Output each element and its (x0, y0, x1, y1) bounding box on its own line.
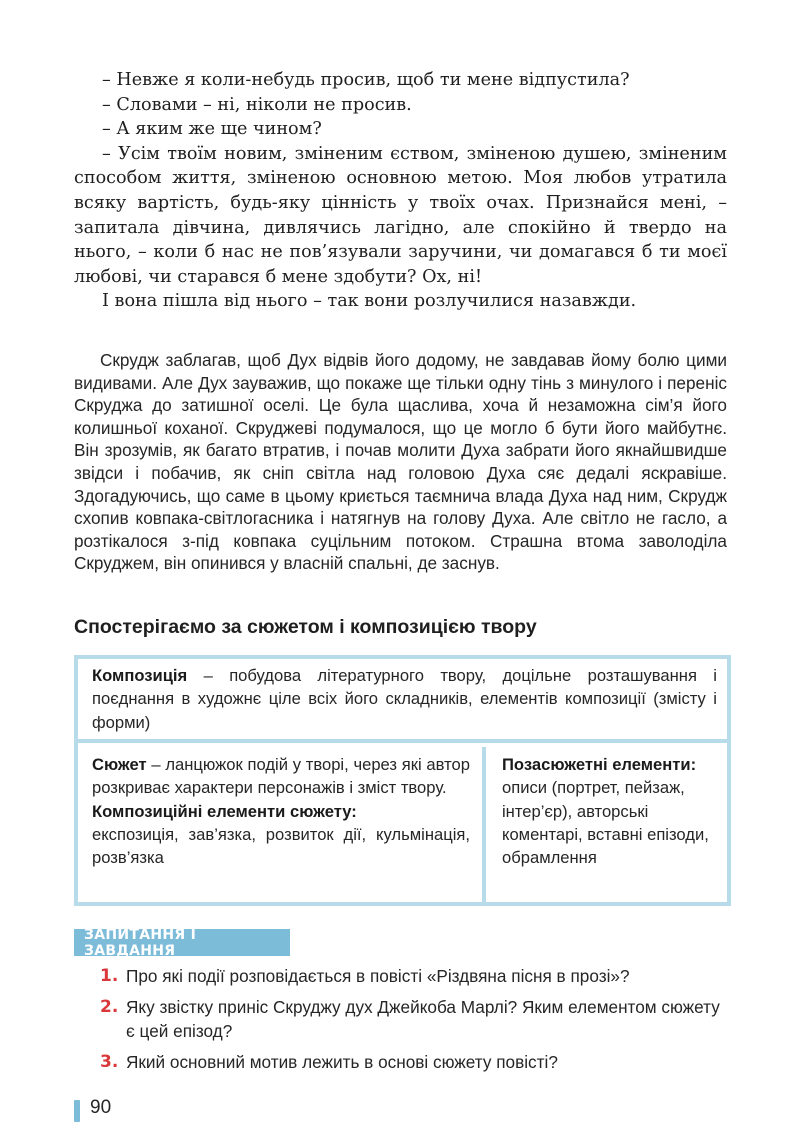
question-number: 2. (100, 997, 119, 1017)
extra-plot-cell (490, 747, 727, 902)
question-text: Яку звістку приніс Скруджу дух Джейкоба Марлі? Яким елементом сюжету є цей епізод? (126, 997, 720, 1041)
plot-elements-term: Композиційні елементи сюжету: (92, 801, 357, 821)
page-marker-bar (74, 1100, 80, 1122)
dialog-line: – Усім твоїм новим, зміненим єством, зміненою душею, зміненим способом життя, зміненою основною метою. Моя любов утратила всяку вартість, будь-яку цінність у твоїх очах. Признайся мені, – запитала дівчина, дивлячись лагідно, але спокійно й твердо на нього, – коли б нас не пов’язували заручини, чи домагався б ти моєї любові, чи старався б мене здобути? Ох, ні! (74, 143, 727, 287)
questions-heading-banner (74, 926, 290, 959)
list-item (100, 995, 732, 1043)
dialog-line: – Невже я коли-небудь просив, щоб ти мене відпустила? (102, 70, 630, 90)
question-number: 1. (100, 966, 119, 986)
composition-table (74, 655, 731, 906)
composition-definition: – побудова літературного твору, доцільне розташування і поєднання в художнє ціле всіх його складників, елементів композиції (змісту і форми) (92, 666, 717, 732)
section-heading: Спостерігаємо за сюжетом і композицією твору (74, 616, 537, 638)
question-text: Який основний мотив лежить в основі сюжету повісті? (126, 1052, 558, 1072)
plot-summary (74, 349, 727, 575)
list-item (100, 1050, 732, 1074)
plot-definition: – ланцюжок подій у творі, через які автор розкриває характери персонажів і зміст твору. (92, 755, 470, 798)
dialog-excerpt (74, 68, 727, 314)
question-text: Про які події розповідається в повісті «Різдвяна пісня в прозі»? (126, 966, 630, 986)
plot-elements-list: експозиція, зав’язка, розвиток дії, кульмінація, розв’язка (92, 824, 470, 868)
page-number: 90 (90, 1097, 112, 1118)
extra-plot-definition: описи (портрет, пейзаж, інтер’єр), авторські коментарі, вставні епізоди, обрамлення (502, 778, 709, 868)
plot-term: Сюжет (92, 755, 147, 774)
list-item (100, 964, 732, 988)
dialog-line: – Словами – ні, ніколи не просив. (102, 94, 412, 115)
dialog-line: – А яким же ще чином? (102, 119, 322, 140)
questions-heading: ЗАПИТАННЯ І ЗАВДАННЯ (84, 926, 197, 959)
dialog-line: І вона пішла від нього – так вони розлучилися назавжди. (102, 291, 637, 312)
composition-term: Композиція (92, 666, 188, 685)
plot-definition-cell (78, 747, 486, 902)
summary-paragraph: Скрудж заблагав, щоб Дух відвів його додому, не завдавав йому болю цими видивами. Але Дух зауважив, що покаже ще тільки одну тінь з минулого і переніс Скруджа до затишної оселі. Це була щаслива, хоча й незаможна сім’я його колишньої коханої. Скруджеві подумалося, що це могло б бути його майбутнє. Він зрозумів, як багато втратив, і почав молити Духа забрати його якнайшвидше звідси і побачив, як сніп світла над головою Духа сяє дедалі яскравіше. Здогадуючись, що саме в цьому криється таємнича влада Духа над ним, Скрудж схопив ковпака-світлогасника і натягнув на голову Духа. Але світло не гасло, а розтікалося з-під ковпака суцільним потоком. Страшна втома заволоділа Скруджем, він опинився у власній спальні, де заснув. (74, 350, 727, 574)
extra-plot-term: Позасюжетні елементи: (502, 755, 697, 774)
questions-list (100, 964, 732, 1081)
composition-definition-cell (78, 659, 727, 743)
question-number: 3. (100, 1052, 119, 1072)
